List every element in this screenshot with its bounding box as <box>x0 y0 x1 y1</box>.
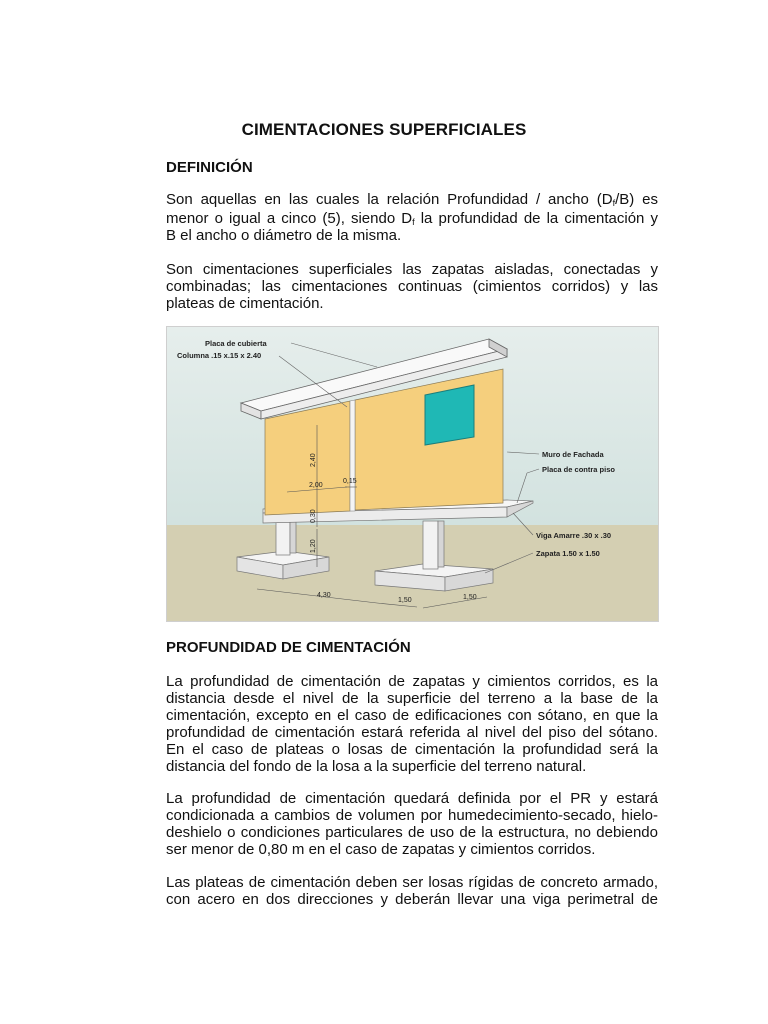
document-title: CIMENTACIONES SUPERFICIALES <box>241 120 527 139</box>
dim-0-15: 0,15 <box>343 478 357 485</box>
paragraph-line: Son cimentaciones superficiales las zapatas aisladas, conectadas y <box>166 261 658 278</box>
dim-4-30: 4,30 <box>317 592 331 599</box>
dim-0-30: 0,30 <box>310 509 317 523</box>
paragraph-profundidad-1 <box>166 673 658 775</box>
paragraph-line: condicionada a cambios de volumen por humedecimiento-secado, hielo- <box>166 807 658 824</box>
column <box>350 400 355 511</box>
paragraph-profundidad-3 <box>166 874 658 908</box>
label-viga-amarre: Viga Amarre .30 x .30 <box>536 531 612 540</box>
paragraph-definicion-2 <box>166 261 658 312</box>
right-pedestal-side <box>438 521 444 567</box>
paragraph-line: cimentación, excepto en el caso de edificaciones con sótano, en que la <box>166 707 658 724</box>
left-pedestal <box>276 519 290 555</box>
paragraph-line: B el ancho o diámetro de la misma. <box>166 227 402 244</box>
paragraph-line: ser menor de 0,80 m en el caso de zapatas y cimientos corridos. <box>166 841 596 858</box>
paragraph-profundidad-2 <box>166 790 658 858</box>
subscript: f <box>412 217 415 227</box>
paragraph-line <box>166 210 658 227</box>
paragraph-line <box>166 191 658 208</box>
text-run: /B) es <box>615 191 658 208</box>
window <box>425 385 474 445</box>
text-run: menor o igual a cinco (5), siendo D <box>166 210 413 227</box>
label-placa-contrapiso: Placa de contra piso <box>542 465 615 474</box>
dim-1-50-a: 1,50 <box>398 597 412 604</box>
dim-2-40: 2,40 <box>310 453 317 467</box>
dim-1-50-b: 1,50 <box>463 594 477 601</box>
label-zapata: Zapata 1.50 x 1.50 <box>536 549 600 558</box>
left-wall <box>265 401 350 515</box>
paragraph-line: En el caso de plateas o losas de cimentación la profundidad será la <box>166 741 658 758</box>
paragraph-line: distancia desde el nivel de la superficie del terreno a la base de la <box>166 690 658 707</box>
foundation-diagram <box>166 326 659 622</box>
label-muro-fachada: Muro de Fachada <box>542 450 604 459</box>
paragraph-line: La profundidad de cimentación quedará definida por el PR y estará <box>166 790 658 807</box>
paragraph-line: plateas de cimentación. <box>166 295 324 312</box>
paragraph-line: combinadas; las cimentaciones continuas (cimientos corridos) y las <box>166 278 658 295</box>
subscript: f <box>612 198 616 208</box>
paragraph-line: con acero en dos direcciones y deberán llevar una viga perimetral de <box>166 891 658 908</box>
paragraph-line: Las plateas de cimentación deben ser losas rígidas de concreto armado, <box>166 874 658 891</box>
paragraph-line: distancia del fondo de la losa a la superficie del terreno natural. <box>166 758 587 775</box>
label-placa-cubierta: Placa de cubierta <box>205 339 267 348</box>
foundation-diagram-svg <box>167 327 659 622</box>
text-run: la profundidad de la cimentación y <box>414 210 658 227</box>
left-pedestal-side <box>290 519 296 553</box>
dim-1-20: 1,20 <box>310 539 317 553</box>
label-columna: Columna .15 x.15 x 2.40 <box>177 351 262 360</box>
section-heading-profundidad: PROFUNDIDAD DE CIMENTACIÓN <box>166 639 411 656</box>
paragraph-line: profundidad de cimentación estará referida al nivel del piso del sótano. <box>166 724 658 741</box>
paragraph-line: deshielo o condiciones particulares de uso de la estructura, no debiendo <box>166 824 658 841</box>
section-heading-definicion: DEFINICIÓN <box>166 159 253 176</box>
right-pedestal <box>423 521 438 569</box>
paragraph-line: La profundidad de cimentación de zapatas y cimientos corridos, es la <box>166 673 658 690</box>
paragraph-definicion-1 <box>166 191 658 244</box>
text-run: Son aquellas en las cuales la relación Profundidad / ancho (D <box>166 191 613 208</box>
dim-2-00: 2,00 <box>309 482 323 489</box>
